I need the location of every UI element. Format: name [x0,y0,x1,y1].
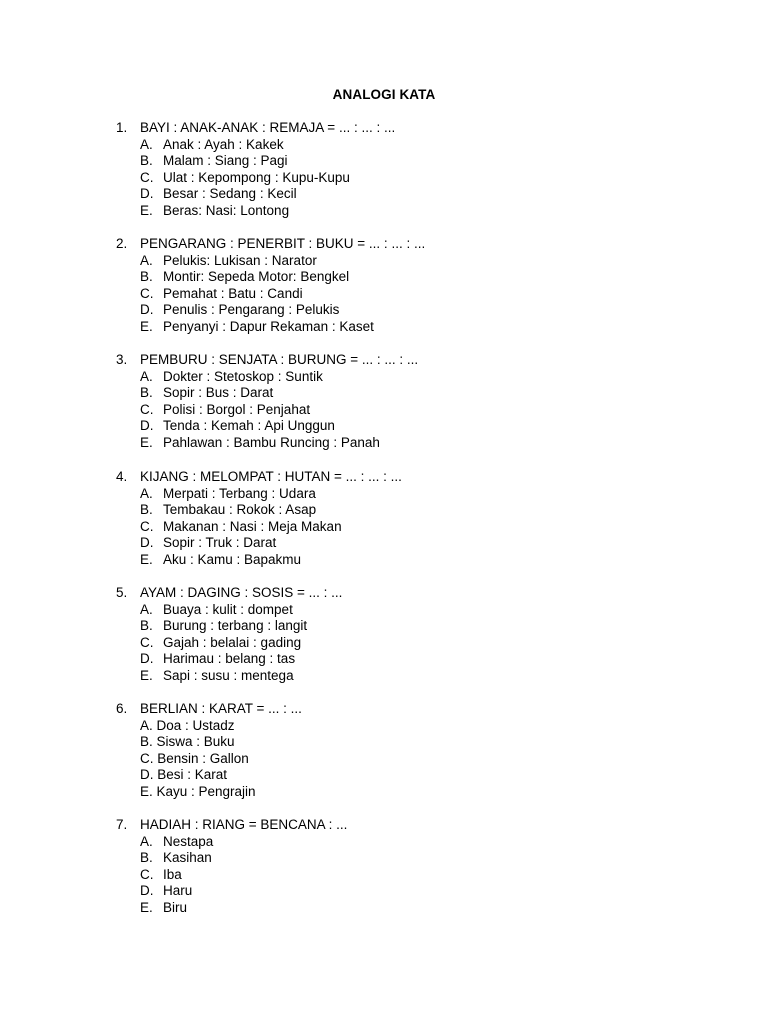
option-text: Pahlawan : Bambu Runcing : Panah [163,434,380,450]
question-text: BAYI : ANAK-ANAK : REMAJA = ... : ... : ... [140,120,396,135]
option-c [0,170,768,187]
option-text: Sapi : susu : mentega [163,667,294,683]
option-c [0,867,768,884]
option-e [0,668,768,685]
option-c [0,751,768,768]
option-text: Gajah : belalai : gading [163,634,302,650]
option-text: Polisi : Borgol : Penjahat [163,401,311,417]
option-text: Aku : Kamu : Bapakmu [163,551,302,567]
option-text: Dokter : Stetoskop : Suntik [163,368,323,384]
option-text: Makanan : Nasi : Meja Makan [163,518,342,534]
option-letter: C. [140,169,154,185]
option-letter: A. [140,252,153,268]
option-a [0,718,768,735]
option-text: Ulat : Kepompong : Kupu-Kupu [163,169,350,185]
option-text: Malam : Siang : Pagi [163,153,288,169]
option-letter: D. [140,535,154,551]
question-number: 6. [116,701,128,716]
option-a [0,602,768,619]
option-letter: B. [140,618,153,634]
option-text: Sopir : Bus : Darat [163,385,274,401]
option-text: Iba [163,866,182,882]
option-b [0,850,768,867]
option-letter: A. [140,136,153,152]
option-letter: E. [140,899,153,915]
option-letter: A. [140,601,153,617]
option-b [0,734,768,751]
question-text: AYAM : DAGING : SOSIS = ... : ... [140,585,343,600]
option-letter: D. [140,186,154,202]
option-e [0,552,768,569]
option-e [0,203,768,220]
option-c [0,402,768,419]
option-b [0,385,768,402]
option-letter: C. [140,518,154,534]
option-letter: E. [140,667,153,683]
option-text: Pelukis: Lukisan : Narator [163,252,317,268]
option-text: Burung : terbang : langit [163,618,308,634]
question-number: 7. [116,817,128,832]
option-text: Buaya : kulit : dompet [163,601,293,617]
option-e [0,900,768,917]
question-text: HADIAH : RIANG = BENCANA : ... [140,817,348,832]
option-c [0,519,768,536]
option-a [0,834,768,851]
question-2 [0,236,768,336]
option-letter: E. [140,434,153,450]
option-e [0,319,768,336]
option-text: Pemahat : Batu : Candi [163,285,303,301]
option-letter: A. [140,833,153,849]
option-text: E. Kayu : Pengrajin [140,783,256,799]
question-stem [0,120,768,137]
question-1 [0,120,768,220]
option-d [0,767,768,784]
option-d [0,535,768,552]
option-letter: C. [140,866,154,882]
question-stem [0,701,768,718]
option-d [0,883,768,900]
question-stem [0,585,768,602]
question-5 [0,585,768,685]
option-text: Merpati : Terbang : Udara [163,485,316,501]
option-text: C. Bensin : Gallon [140,750,249,766]
option-text: Harimau : belang : tas [163,651,296,667]
option-text: Montir: Sepeda Motor: Bengkel [163,269,350,285]
option-b [0,502,768,519]
question-text: PEMBURU : SENJATA : BURUNG = ... : ... : ... [140,352,419,367]
question-stem [0,817,768,834]
question-number: 2. [116,236,128,251]
option-letter: D. [140,883,154,899]
option-d [0,186,768,203]
option-letter: E. [140,551,153,567]
option-letter: A. [140,485,153,501]
option-c [0,635,768,652]
option-letter: D. [140,302,154,318]
option-letter: A. [140,368,153,384]
option-letter: B. [140,269,153,285]
question-number: 3. [116,352,128,367]
option-text: Anak : Ayah : Kakek [163,136,284,152]
option-b [0,153,768,170]
question-4 [0,469,768,569]
option-a [0,253,768,270]
question-6 [0,701,768,801]
option-letter: E. [140,318,153,334]
option-a [0,137,768,154]
question-stem [0,236,768,253]
option-e [0,435,768,452]
option-a [0,486,768,503]
option-letter: B. [140,153,153,169]
option-c [0,286,768,303]
option-text: Biru [163,899,188,915]
option-text: Penyanyi : Dapur Rekaman : Kaset [163,318,374,334]
question-text: BERLIAN : KARAT = ... : ... [140,701,302,716]
option-letter: B. [140,385,153,401]
option-text: Tenda : Kemah : Api Unggun [163,418,335,434]
option-text: A. Doa : Ustadz [140,717,235,733]
option-text: Nestapa [163,833,214,849]
option-text: D. Besi : Karat [140,767,228,783]
option-d [0,651,768,668]
question-3 [0,352,768,452]
option-text: Kasihan [163,850,212,866]
option-b [0,269,768,286]
question-stem [0,352,768,369]
option-d [0,302,768,319]
question-text: PENGARANG : PENERBIT : BUKU = ... : ... : ... [140,236,426,251]
option-text: Tembakau : Rokok : Asap [163,502,317,518]
option-letter: C. [140,401,154,417]
question-stem [0,469,768,486]
option-text: Sopir : Truk : Darat [163,535,277,551]
option-d [0,418,768,435]
option-text: B. Siswa : Buku [140,734,235,750]
option-a [0,369,768,386]
question-number: 1. [116,120,128,135]
option-letter: C. [140,634,154,650]
question-7 [0,817,768,917]
option-letter: B. [140,850,153,866]
option-text: Beras: Nasi: Lontong [163,202,290,218]
option-b [0,618,768,635]
option-text: Besar : Sedang : Kecil [163,186,297,202]
question-number: 4. [116,469,128,484]
option-letter: D. [140,418,154,434]
option-letter: E. [140,202,153,218]
option-letter: C. [140,285,154,301]
option-text: Penulis : Pengarang : Pelukis [163,302,340,318]
option-letter: B. [140,502,153,518]
option-e [0,784,768,801]
option-text: Haru [163,883,193,899]
document-title: ANALOGI KATA [332,87,436,102]
question-text: KIJANG : MELOMPAT : HUTAN = ... : ... : ... [140,469,402,484]
question-number: 5. [116,585,128,600]
option-letter: D. [140,651,154,667]
